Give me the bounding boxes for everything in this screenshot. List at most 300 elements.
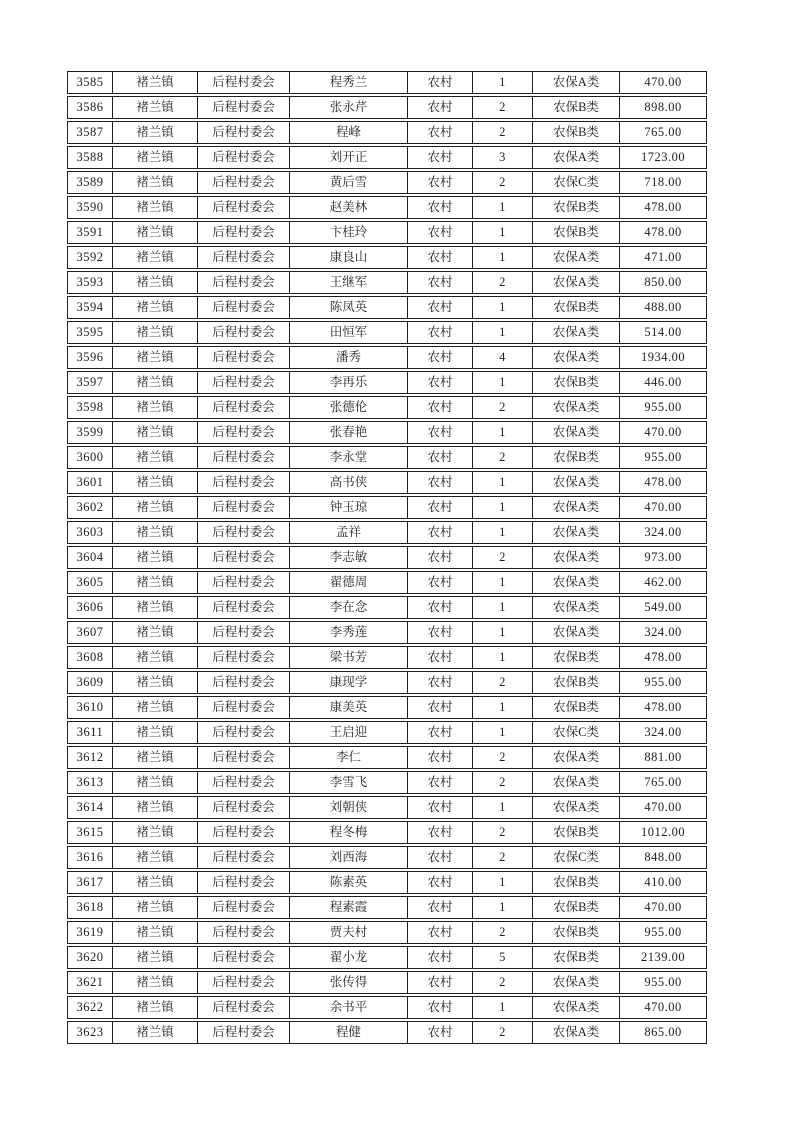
cell-insurance-class: 农保B类 — [533, 196, 620, 219]
cell-town: 褚兰镇 — [113, 821, 198, 844]
cell-name: 李再乐 — [290, 371, 408, 394]
cell-amount: 478.00 — [620, 696, 707, 719]
cell-insurance-class: 农保B类 — [533, 871, 620, 894]
cell-insurance-class: 农保A类 — [533, 546, 620, 569]
cell-person-count: 1 — [473, 221, 533, 244]
cell-town: 褚兰镇 — [113, 271, 198, 294]
cell-insurance-class: 农保B类 — [533, 296, 620, 319]
cell-person-count: 1 — [473, 521, 533, 544]
cell-person-count: 1 — [473, 896, 533, 919]
table-row — [67, 396, 707, 419]
cell-amount: 514.00 — [620, 321, 707, 344]
table-row — [67, 371, 707, 394]
cell-insurance-class: 农保B类 — [533, 896, 620, 919]
cell-person-count: 1 — [473, 296, 533, 319]
cell-village: 后程村委会 — [198, 246, 290, 269]
cell-insurance-class: 农保B类 — [533, 821, 620, 844]
table-row — [67, 596, 707, 619]
cell-insurance-class: 农保B类 — [533, 921, 620, 944]
table-row — [67, 421, 707, 444]
cell-insurance-class: 农保A类 — [533, 771, 620, 794]
cell-serial: 3595 — [67, 321, 113, 344]
table-row — [67, 846, 707, 869]
cell-town: 褚兰镇 — [113, 296, 198, 319]
cell-village: 后程村委会 — [198, 146, 290, 169]
cell-town: 褚兰镇 — [113, 196, 198, 219]
cell-amount: 955.00 — [620, 671, 707, 694]
cell-person-count: 1 — [473, 371, 533, 394]
cell-name: 梁书芳 — [290, 646, 408, 669]
cell-town: 褚兰镇 — [113, 846, 198, 869]
cell-amount: 865.00 — [620, 1021, 707, 1044]
cell-person-count: 1 — [473, 871, 533, 894]
cell-person-count: 2 — [473, 546, 533, 569]
cell-insurance-class: 农保A类 — [533, 746, 620, 769]
table-row — [67, 796, 707, 819]
cell-residence-type: 农村 — [408, 171, 473, 194]
cell-person-count: 3 — [473, 146, 533, 169]
table-row — [67, 996, 707, 1019]
cell-town: 褚兰镇 — [113, 321, 198, 344]
cell-residence-type: 农村 — [408, 1021, 473, 1044]
cell-serial: 3585 — [67, 71, 113, 94]
cell-town: 褚兰镇 — [113, 896, 198, 919]
table-row — [67, 346, 707, 369]
table-row — [67, 546, 707, 569]
cell-village: 后程村委会 — [198, 596, 290, 619]
cell-serial: 3610 — [67, 696, 113, 719]
cell-town: 褚兰镇 — [113, 521, 198, 544]
table-row — [67, 771, 707, 794]
cell-insurance-class: 农保A类 — [533, 521, 620, 544]
cell-insurance-class: 农保B类 — [533, 446, 620, 469]
cell-residence-type: 农村 — [408, 496, 473, 519]
table-row — [67, 471, 707, 494]
cell-residence-type: 农村 — [408, 896, 473, 919]
cell-person-count: 2 — [473, 846, 533, 869]
cell-person-count: 2 — [473, 671, 533, 694]
cell-amount: 973.00 — [620, 546, 707, 569]
table-row — [67, 746, 707, 769]
cell-insurance-class: 农保B类 — [533, 646, 620, 669]
cell-name: 刘朝侠 — [290, 796, 408, 819]
cell-name: 贾夫村 — [290, 921, 408, 944]
cell-insurance-class: 农保A类 — [533, 971, 620, 994]
cell-residence-type: 农村 — [408, 296, 473, 319]
cell-town: 褚兰镇 — [113, 771, 198, 794]
cell-village: 后程村委会 — [198, 421, 290, 444]
cell-name: 康良山 — [290, 246, 408, 269]
cell-amount: 324.00 — [620, 721, 707, 744]
cell-person-count: 1 — [473, 696, 533, 719]
cell-serial: 3604 — [67, 546, 113, 569]
cell-insurance-class: 农保B类 — [533, 121, 620, 144]
cell-insurance-class: 农保A类 — [533, 996, 620, 1019]
cell-residence-type: 农村 — [408, 921, 473, 944]
cell-insurance-class: 农保A类 — [533, 271, 620, 294]
cell-insurance-class: 农保A类 — [533, 421, 620, 444]
cell-amount: 488.00 — [620, 296, 707, 319]
cell-village: 后程村委会 — [198, 846, 290, 869]
cell-village: 后程村委会 — [198, 1021, 290, 1044]
cell-town: 褚兰镇 — [113, 946, 198, 969]
cell-serial: 3594 — [67, 296, 113, 319]
table-row — [67, 271, 707, 294]
cell-amount: 324.00 — [620, 621, 707, 644]
cell-village: 后程村委会 — [198, 396, 290, 419]
cell-name: 翟德周 — [290, 571, 408, 594]
cell-amount: 2139.00 — [620, 946, 707, 969]
cell-serial: 3606 — [67, 596, 113, 619]
cell-amount: 470.00 — [620, 496, 707, 519]
cell-name: 李志敏 — [290, 546, 408, 569]
cell-person-count: 4 — [473, 346, 533, 369]
cell-village: 后程村委会 — [198, 896, 290, 919]
cell-amount: 470.00 — [620, 796, 707, 819]
cell-name: 李在念 — [290, 596, 408, 619]
cell-village: 后程村委会 — [198, 971, 290, 994]
table-row — [67, 146, 707, 169]
table-row — [67, 646, 707, 669]
cell-person-count: 1 — [473, 471, 533, 494]
cell-name: 钟玉琼 — [290, 496, 408, 519]
cell-person-count: 2 — [473, 171, 533, 194]
cell-residence-type: 农村 — [408, 571, 473, 594]
cell-residence-type: 农村 — [408, 271, 473, 294]
cell-name: 赵美林 — [290, 196, 408, 219]
cell-town: 褚兰镇 — [113, 796, 198, 819]
cell-village: 后程村委会 — [198, 471, 290, 494]
cell-name: 张永芹 — [290, 96, 408, 119]
cell-serial: 3589 — [67, 171, 113, 194]
cell-town: 褚兰镇 — [113, 671, 198, 694]
table-row — [67, 571, 707, 594]
cell-town: 褚兰镇 — [113, 121, 198, 144]
cell-amount: 1723.00 — [620, 146, 707, 169]
cell-residence-type: 农村 — [408, 346, 473, 369]
table-row — [67, 121, 707, 144]
table-row — [67, 696, 707, 719]
cell-amount: 478.00 — [620, 471, 707, 494]
cell-town: 褚兰镇 — [113, 496, 198, 519]
cell-village: 后程村委会 — [198, 646, 290, 669]
cell-insurance-class: 农保A类 — [533, 346, 620, 369]
cell-village: 后程村委会 — [198, 296, 290, 319]
cell-insurance-class: 农保B类 — [533, 371, 620, 394]
cell-person-count: 2 — [473, 96, 533, 119]
cell-town: 褚兰镇 — [113, 471, 198, 494]
cell-village: 后程村委会 — [198, 721, 290, 744]
cell-village: 后程村委会 — [198, 821, 290, 844]
table-row — [67, 71, 707, 94]
table-row — [67, 446, 707, 469]
cell-village: 后程村委会 — [198, 771, 290, 794]
cell-residence-type: 农村 — [408, 946, 473, 969]
cell-serial: 3607 — [67, 621, 113, 644]
cell-insurance-class: 农保A类 — [533, 621, 620, 644]
cell-amount: 462.00 — [620, 571, 707, 594]
cell-person-count: 1 — [473, 421, 533, 444]
cell-serial: 3618 — [67, 896, 113, 919]
cell-village: 后程村委会 — [198, 996, 290, 1019]
cell-amount: 471.00 — [620, 246, 707, 269]
cell-insurance-class: 农保B类 — [533, 96, 620, 119]
cell-person-count: 2 — [473, 821, 533, 844]
cell-residence-type: 农村 — [408, 121, 473, 144]
cell-insurance-class: 农保A类 — [533, 71, 620, 94]
cell-amount: 765.00 — [620, 771, 707, 794]
cell-person-count: 1 — [473, 246, 533, 269]
table-row — [67, 196, 707, 219]
cell-amount: 881.00 — [620, 746, 707, 769]
cell-village: 后程村委会 — [198, 946, 290, 969]
cell-amount: 955.00 — [620, 396, 707, 419]
cell-village: 后程村委会 — [198, 446, 290, 469]
table-row — [67, 721, 707, 744]
cell-residence-type: 农村 — [408, 821, 473, 844]
cell-serial: 3598 — [67, 396, 113, 419]
table-row — [67, 896, 707, 919]
cell-amount: 1934.00 — [620, 346, 707, 369]
cell-name: 陈凤英 — [290, 296, 408, 319]
cell-serial: 3591 — [67, 221, 113, 244]
cell-person-count: 2 — [473, 971, 533, 994]
cell-insurance-class: 农保C类 — [533, 721, 620, 744]
table-row — [67, 821, 707, 844]
cell-residence-type: 农村 — [408, 721, 473, 744]
cell-serial: 3603 — [67, 521, 113, 544]
cell-serial: 3616 — [67, 846, 113, 869]
cell-amount: 850.00 — [620, 271, 707, 294]
cell-name: 余书平 — [290, 996, 408, 1019]
cell-insurance-class: 农保A类 — [533, 496, 620, 519]
cell-serial: 3605 — [67, 571, 113, 594]
cell-town: 褚兰镇 — [113, 646, 198, 669]
cell-amount: 470.00 — [620, 421, 707, 444]
cell-residence-type: 农村 — [408, 671, 473, 694]
cell-person-count: 1 — [473, 71, 533, 94]
cell-town: 褚兰镇 — [113, 871, 198, 894]
cell-amount: 478.00 — [620, 196, 707, 219]
cell-residence-type: 农村 — [408, 471, 473, 494]
cell-village: 后程村委会 — [198, 621, 290, 644]
cell-person-count: 1 — [473, 621, 533, 644]
cell-name: 康美英 — [290, 696, 408, 719]
table-row — [67, 96, 707, 119]
cell-name: 王启迎 — [290, 721, 408, 744]
cell-residence-type: 农村 — [408, 71, 473, 94]
cell-serial: 3615 — [67, 821, 113, 844]
cell-residence-type: 农村 — [408, 771, 473, 794]
cell-amount: 549.00 — [620, 596, 707, 619]
cell-name: 孟祥 — [290, 521, 408, 544]
cell-village: 后程村委会 — [198, 346, 290, 369]
cell-insurance-class: 农保B类 — [533, 671, 620, 694]
cell-amount: 955.00 — [620, 971, 707, 994]
cell-residence-type: 农村 — [408, 371, 473, 394]
cell-amount: 478.00 — [620, 221, 707, 244]
cell-person-count: 2 — [473, 1021, 533, 1044]
cell-serial: 3619 — [67, 921, 113, 944]
cell-town: 褚兰镇 — [113, 546, 198, 569]
cell-serial: 3612 — [67, 746, 113, 769]
cell-residence-type: 农村 — [408, 621, 473, 644]
cell-serial: 3609 — [67, 671, 113, 694]
cell-person-count: 2 — [473, 271, 533, 294]
cell-name: 程健 — [290, 1021, 408, 1044]
cell-town: 褚兰镇 — [113, 621, 198, 644]
cell-village: 后程村委会 — [198, 221, 290, 244]
cell-person-count: 2 — [473, 396, 533, 419]
cell-amount: 410.00 — [620, 871, 707, 894]
cell-person-count: 2 — [473, 121, 533, 144]
table-body — [67, 71, 707, 1044]
cell-serial: 3587 — [67, 121, 113, 144]
cell-insurance-class: 农保A类 — [533, 1021, 620, 1044]
cell-amount: 478.00 — [620, 646, 707, 669]
cell-amount: 470.00 — [620, 996, 707, 1019]
cell-serial: 3621 — [67, 971, 113, 994]
cell-serial: 3586 — [67, 96, 113, 119]
cell-town: 褚兰镇 — [113, 921, 198, 944]
cell-residence-type: 农村 — [408, 246, 473, 269]
cell-village: 后程村委会 — [198, 871, 290, 894]
cell-town: 褚兰镇 — [113, 421, 198, 444]
table-row — [67, 246, 707, 269]
cell-village: 后程村委会 — [198, 271, 290, 294]
cell-amount: 898.00 — [620, 96, 707, 119]
cell-village: 后程村委会 — [198, 371, 290, 394]
cell-village: 后程村委会 — [198, 196, 290, 219]
cell-serial: 3597 — [67, 371, 113, 394]
cell-town: 褚兰镇 — [113, 221, 198, 244]
cell-town: 褚兰镇 — [113, 996, 198, 1019]
cell-person-count: 1 — [473, 796, 533, 819]
cell-person-count: 1 — [473, 721, 533, 744]
cell-village: 后程村委会 — [198, 746, 290, 769]
cell-serial: 3601 — [67, 471, 113, 494]
cell-insurance-class: 农保B类 — [533, 946, 620, 969]
cell-name: 刘西海 — [290, 846, 408, 869]
cell-insurance-class: 农保C类 — [533, 846, 620, 869]
cell-serial: 3596 — [67, 346, 113, 369]
cell-residence-type: 农村 — [408, 96, 473, 119]
cell-name: 田恒军 — [290, 321, 408, 344]
cell-name: 程素霞 — [290, 896, 408, 919]
cell-village: 后程村委会 — [198, 521, 290, 544]
cell-serial: 3622 — [67, 996, 113, 1019]
cell-name: 陈素英 — [290, 871, 408, 894]
table-row — [67, 971, 707, 994]
cell-village: 后程村委会 — [198, 96, 290, 119]
cell-village: 后程村委会 — [198, 121, 290, 144]
cell-residence-type: 农村 — [408, 796, 473, 819]
cell-person-count: 1 — [473, 646, 533, 669]
cell-insurance-class: 农保C类 — [533, 171, 620, 194]
cell-serial: 3620 — [67, 946, 113, 969]
cell-town: 褚兰镇 — [113, 1021, 198, 1044]
cell-amount: 324.00 — [620, 521, 707, 544]
cell-insurance-class: 农保B类 — [533, 696, 620, 719]
cell-name: 李永堂 — [290, 446, 408, 469]
cell-village: 后程村委会 — [198, 796, 290, 819]
cell-town: 褚兰镇 — [113, 746, 198, 769]
cell-name: 程峰 — [290, 121, 408, 144]
cell-village: 后程村委会 — [198, 321, 290, 344]
cell-residence-type: 农村 — [408, 596, 473, 619]
cell-name: 康现学 — [290, 671, 408, 694]
cell-residence-type: 农村 — [408, 521, 473, 544]
cell-insurance-class: 农保A类 — [533, 321, 620, 344]
cell-serial: 3588 — [67, 146, 113, 169]
cell-insurance-class: 农保A类 — [533, 471, 620, 494]
cell-residence-type: 农村 — [408, 321, 473, 344]
table-row — [67, 296, 707, 319]
cell-town: 褚兰镇 — [113, 446, 198, 469]
cell-amount: 470.00 — [620, 896, 707, 919]
cell-person-count: 1 — [473, 321, 533, 344]
cell-residence-type: 农村 — [408, 146, 473, 169]
table-row — [67, 921, 707, 944]
cell-insurance-class: 农保A类 — [533, 596, 620, 619]
cell-town: 褚兰镇 — [113, 246, 198, 269]
cell-serial: 3617 — [67, 871, 113, 894]
cell-name: 潘秀 — [290, 346, 408, 369]
cell-serial: 3623 — [67, 1021, 113, 1044]
cell-name: 刘开正 — [290, 146, 408, 169]
cell-residence-type: 农村 — [408, 546, 473, 569]
cell-serial: 3613 — [67, 771, 113, 794]
cell-insurance-class: 农保A类 — [533, 796, 620, 819]
cell-insurance-class: 农保A类 — [533, 571, 620, 594]
cell-name: 黄后雪 — [290, 171, 408, 194]
cell-town: 褚兰镇 — [113, 371, 198, 394]
cell-name: 李雪飞 — [290, 771, 408, 794]
cell-name: 李秀莲 — [290, 621, 408, 644]
cell-name: 程冬梅 — [290, 821, 408, 844]
cell-village: 后程村委会 — [198, 171, 290, 194]
cell-village: 后程村委会 — [198, 671, 290, 694]
cell-village: 后程村委会 — [198, 921, 290, 944]
table-row — [67, 521, 707, 544]
cell-residence-type: 农村 — [408, 446, 473, 469]
cell-insurance-class: 农保B类 — [533, 221, 620, 244]
cell-person-count: 2 — [473, 771, 533, 794]
cell-name: 翟小龙 — [290, 946, 408, 969]
cell-insurance-class: 农保A类 — [533, 246, 620, 269]
cell-town: 褚兰镇 — [113, 696, 198, 719]
cell-name: 张传得 — [290, 971, 408, 994]
cell-person-count: 1 — [473, 571, 533, 594]
cell-residence-type: 农村 — [408, 696, 473, 719]
cell-serial: 3608 — [67, 646, 113, 669]
table-row — [67, 946, 707, 969]
cell-person-count: 2 — [473, 446, 533, 469]
cell-person-count: 1 — [473, 596, 533, 619]
cell-town: 褚兰镇 — [113, 171, 198, 194]
cell-residence-type: 农村 — [408, 396, 473, 419]
cell-residence-type: 农村 — [408, 746, 473, 769]
cell-serial: 3611 — [67, 721, 113, 744]
cell-village: 后程村委会 — [198, 571, 290, 594]
table-row — [67, 671, 707, 694]
cell-residence-type: 农村 — [408, 846, 473, 869]
cell-residence-type: 农村 — [408, 996, 473, 1019]
cell-town: 褚兰镇 — [113, 971, 198, 994]
cell-name: 张德伦 — [290, 396, 408, 419]
cell-name: 李仁 — [290, 746, 408, 769]
cell-residence-type: 农村 — [408, 971, 473, 994]
